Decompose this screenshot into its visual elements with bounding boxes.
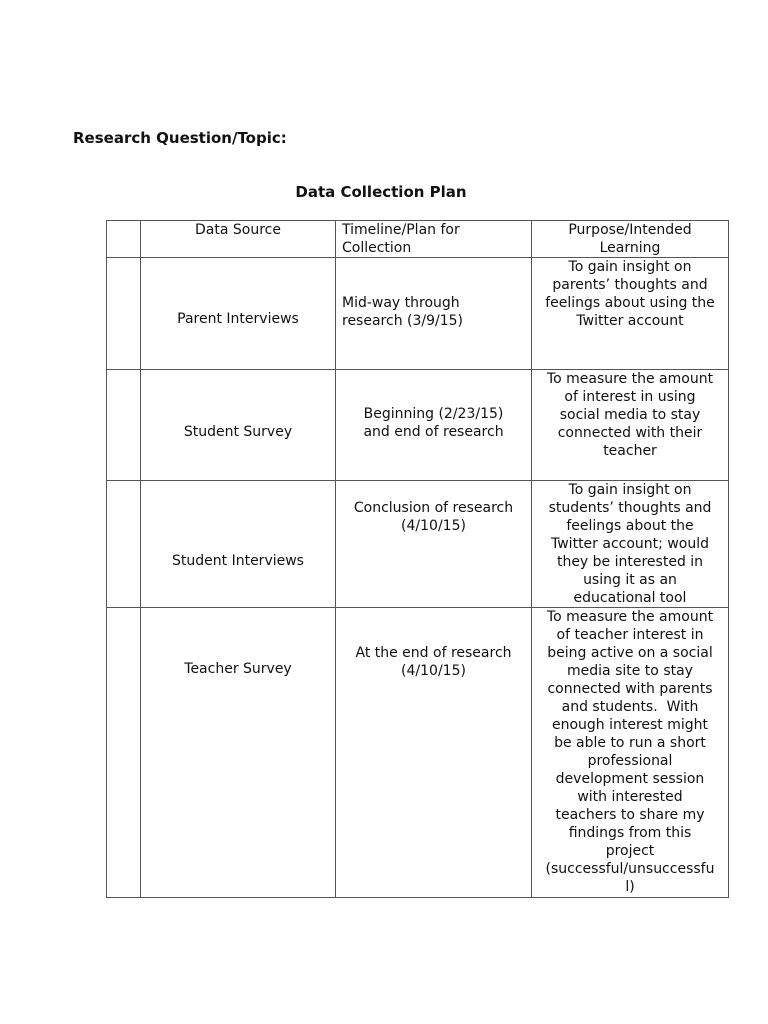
header-purpose: Purpose/Intended Learning (532, 221, 729, 258)
timeline-cell: At the end of research (4/10/15) (336, 608, 532, 898)
table-header-row (107, 221, 729, 258)
data-source-cell: Teacher Survey (141, 608, 336, 898)
row-number-cell (107, 481, 141, 608)
data-source-cell: Student Survey (141, 370, 336, 481)
purpose-cell: To gain insight on parents’ thoughts and feelings about using the Twitter account (532, 258, 729, 370)
purpose-cell: To measure the amount of interest in using social media to stay connected with their teacher (532, 370, 729, 481)
table-row (107, 608, 729, 898)
table-row (107, 370, 729, 481)
timeline-cell: Conclusion of research (4/10/15) (336, 481, 532, 608)
data-source-cell: Student Interviews (141, 481, 336, 608)
header-cell-number (107, 221, 141, 258)
row-number-cell (107, 608, 141, 898)
timeline-cell: Beginning (2/23/15) and end of research (336, 370, 532, 481)
data-source-cell: Parent Interviews (141, 258, 336, 370)
header-timeline: Timeline/Plan for Collection (336, 221, 532, 258)
header-data-source: Data Source (141, 221, 336, 258)
purpose-cell: To measure the amount of teacher interest in being active on a social media site to stay connected with parents and students. With enough interest might be able to run a short professional development session with interested teachers to share my findings from this project (successful/unsuccessfu l) (532, 608, 729, 898)
table-body (107, 221, 729, 898)
row-number-cell (107, 258, 141, 370)
data-collection-table (106, 220, 729, 898)
timeline-cell: Mid-way through research (3/9/15) (336, 258, 532, 370)
row-number-cell (107, 370, 141, 481)
research-question-label: Research Question/Topic: (73, 129, 287, 147)
purpose-cell: To gain insight on students’ thoughts and feelings about the Twitter account; would they be interested in using it as an educational tool (532, 481, 729, 608)
table-row (107, 258, 729, 370)
table-row (107, 481, 729, 608)
plan-title: Data Collection Plan (295, 183, 467, 201)
